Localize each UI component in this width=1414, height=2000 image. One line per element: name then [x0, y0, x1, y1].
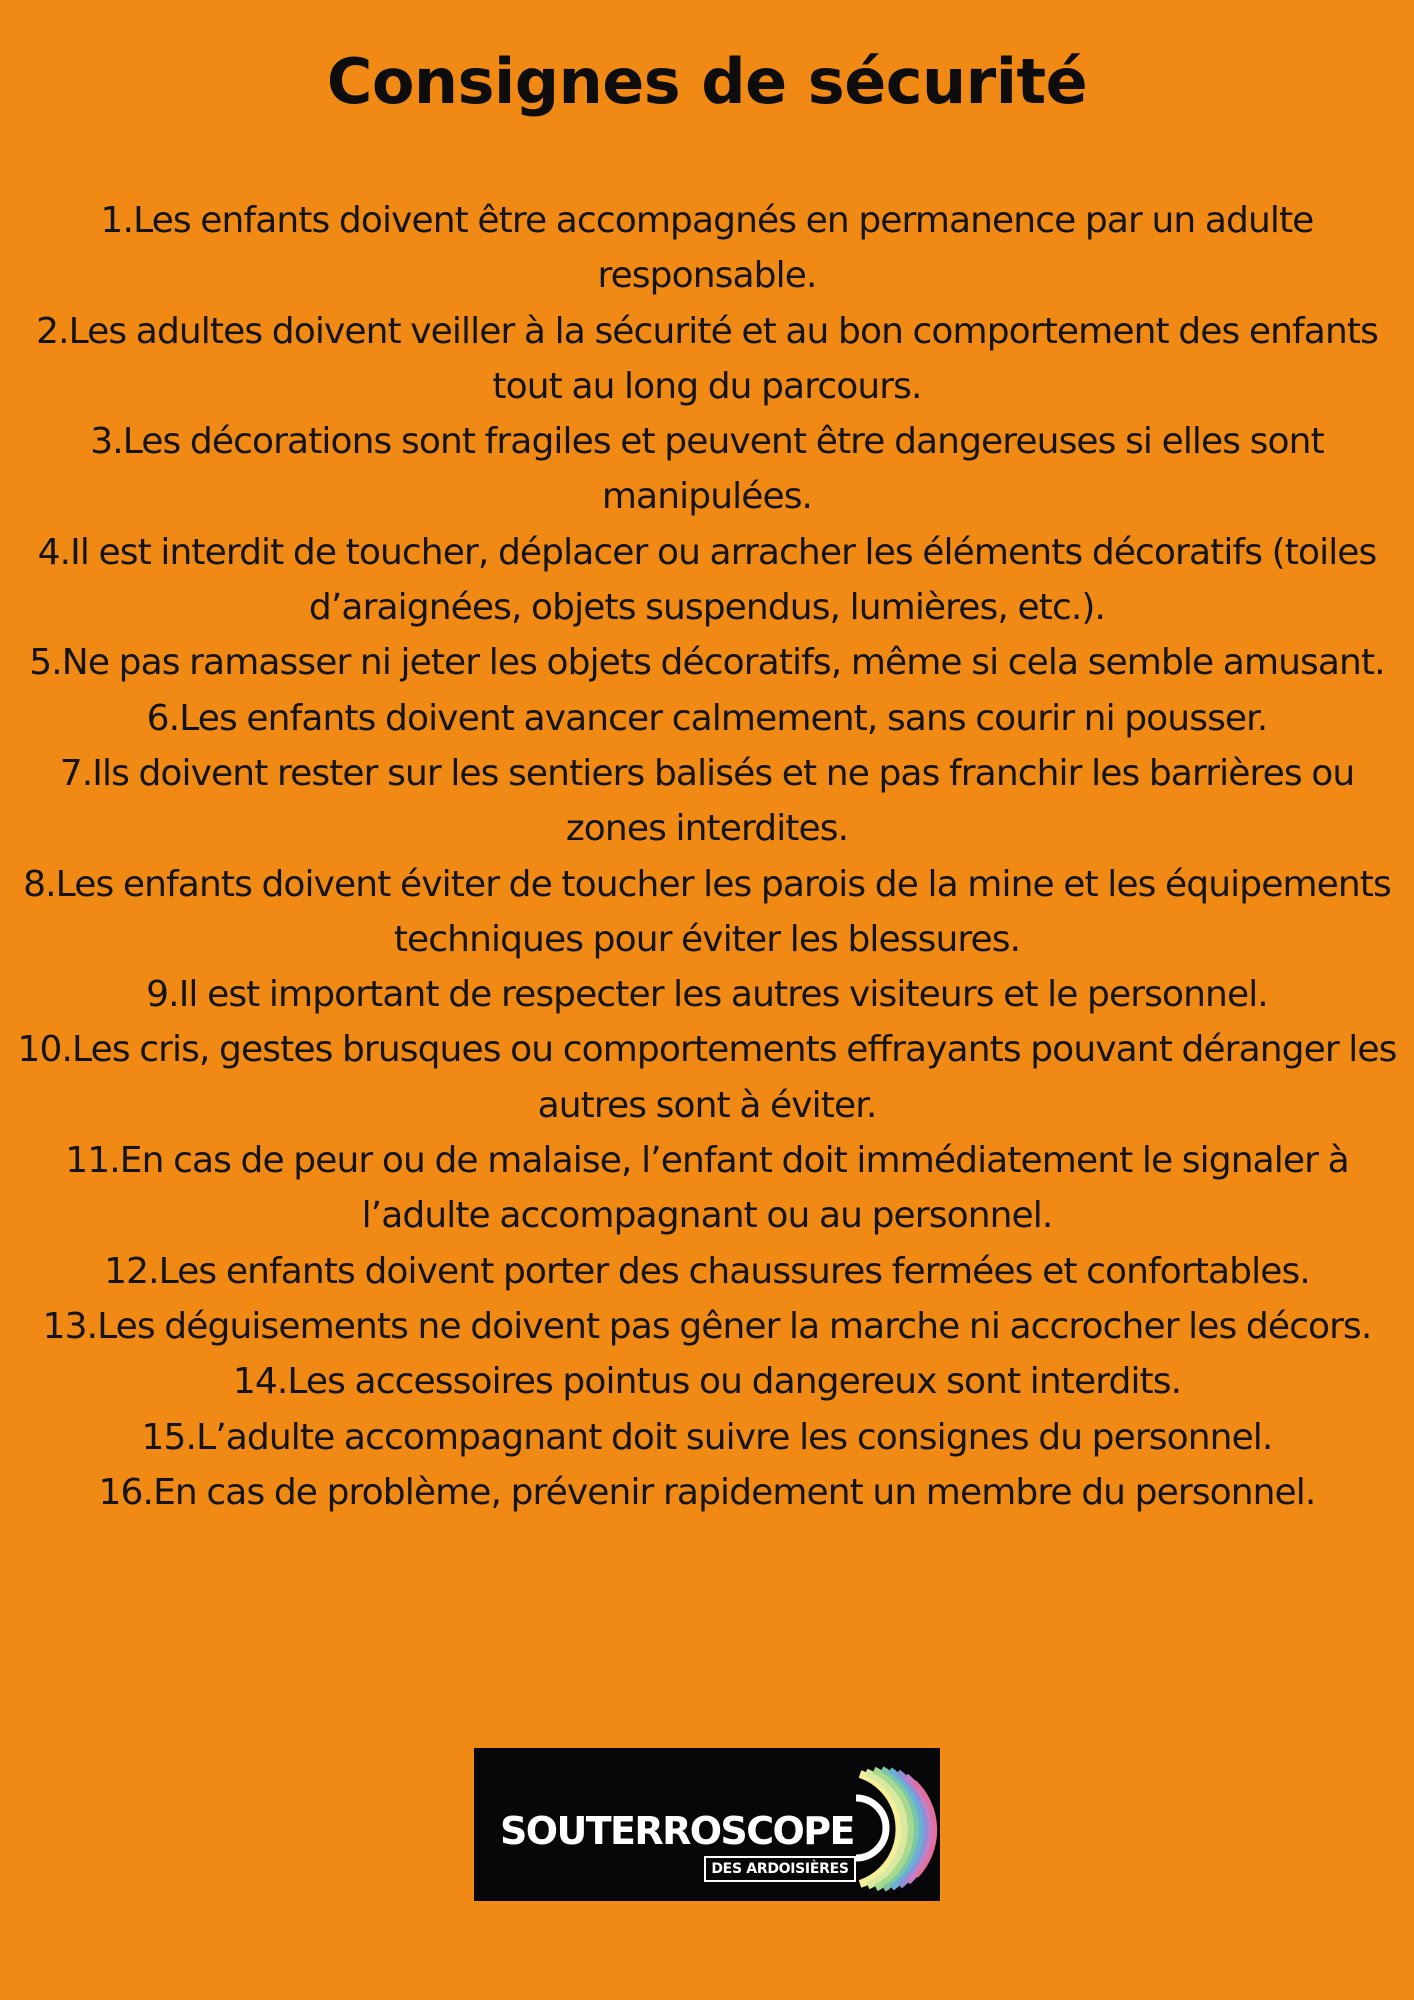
rule-item-13: 13.Les déguisements ne doivent pas gêner la marche ni accrocher les décors. — [42, 1305, 1372, 1347]
rule-item-6: 6.Les enfants doivent avancer calmement, sans courir ni pousser. — [146, 697, 1268, 739]
rule-item-10: 10.Les cris, gestes brusques ou comportements effrayants pouvant déranger les autres sont à éviter. — [17, 1029, 1397, 1126]
rule-item-3: 3.Les décorations sont fragiles et peuvent être dangereuses si elles sont manipulées. — [90, 421, 1324, 518]
rule-item-4: 4.Il est interdit de toucher, déplacer ou arracher les éléments décoratifs (toiles d’araignées, objets suspendus, lumières, etc.). — [37, 531, 1377, 629]
logo-subtitle: DES ARDOISIÈRES — [704, 1856, 856, 1882]
souterroscope-logo — [474, 1748, 940, 1901]
rainbow-arc-logo-icon — [846, 1758, 938, 1896]
rule-item-1: 1.Les enfants doivent être accompagnés en permanence par un adulte responsable. — [100, 200, 1314, 297]
safety-rules-list — [14, 193, 1400, 1520]
rule-item-8: 8.Les enfants doivent éviter de toucher les parois de la mine et les équipements techniques pour éviter les blessures. — [23, 863, 1391, 960]
rule-item-7: 7.Ils doivent rester sur les sentiers balisés et ne pas franchir les barrières ou zones interdites. — [59, 752, 1355, 850]
rule-item-14: 14.Les accessoires pointus ou dangereux sont interdits. — [232, 1361, 1182, 1403]
rule-item-5: 5.Ne pas ramasser ni jeter les objets décoratifs, même si cela semble amusant. — [29, 642, 1385, 684]
page-title: Consignes de sécurité — [326, 45, 1088, 118]
rule-item-16: 16.En cas de problème, prévenir rapidement un membre du personnel. — [98, 1471, 1316, 1513]
rule-item-9: 9.Il est important de respecter les autres visiteurs et le personnel. — [146, 974, 1268, 1016]
rule-item-15: 15.L’adulte accompagnant doit suivre les consignes du personnel. — [141, 1416, 1273, 1458]
rule-item-11: 11.En cas de peur ou de malaise, l’enfant doit immédiatement le signaler à l’adulte accompagnant ou au personnel. — [65, 1140, 1349, 1237]
logo-name: SOUTERROSCOPE — [500, 1809, 854, 1853]
rule-item-12: 12.Les enfants doivent porter des chaussures fermées et confortables. — [104, 1250, 1310, 1292]
rule-item-2: 2.Les adultes doivent veiller à la sécurité et au bon comportement des enfants tout au long du parcours. — [36, 310, 1378, 407]
